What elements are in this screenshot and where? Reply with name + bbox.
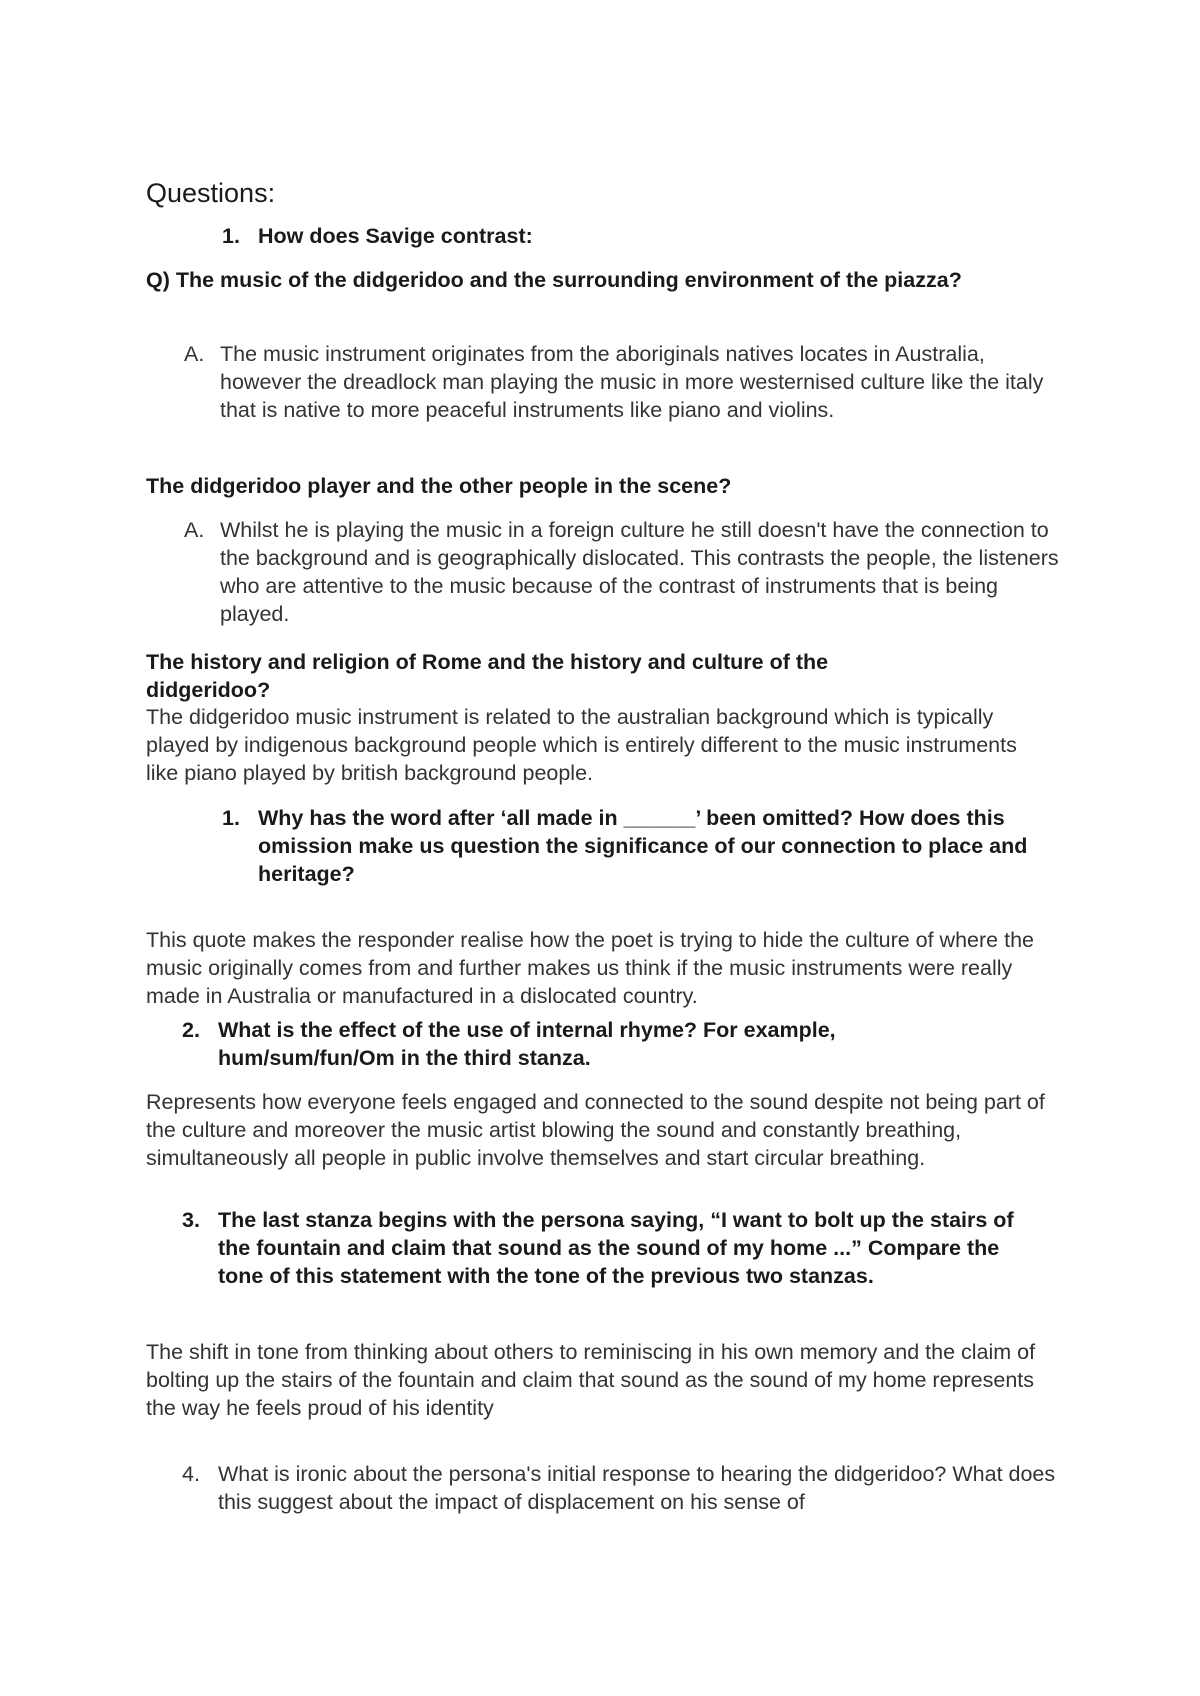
- list-number: 4.: [182, 1462, 200, 1486]
- sub-question-1: Q) The music of the didgeridoo and the surrounding environment of the piazza?: [146, 268, 962, 292]
- answer-letter: A.: [184, 342, 205, 366]
- list-number: 3.: [182, 1208, 200, 1232]
- list-number: 2.: [182, 1018, 200, 1042]
- sub-answer-1: [184, 340, 1064, 424]
- list-number: 1.: [222, 806, 240, 830]
- question-text: How does Savige contrast:: [258, 224, 533, 248]
- answer-text: The music instrument originates from the aboriginals natives locates in Australia, however the dreadlock man playing the music in more westernised culture like the italy that is native to more peaceful instruments like piano and violins.: [220, 342, 1044, 422]
- page-title: Questions:: [146, 178, 276, 208]
- question-omission: [222, 804, 1072, 888]
- list-number: 1.: [222, 224, 240, 248]
- answer-text: Whilst he is playing the music in a foreign culture he still doesn't have the connection to the background and is geographically dislocated. This contrasts the people, the listeners who are attentive to the music because of the contrast of instruments that is being played.: [220, 518, 1059, 626]
- question-tone: [182, 1206, 1042, 1290]
- sub-question-3: The history and religion of Rome and the history and culture of the didgeridoo?: [146, 650, 829, 702]
- question-internal-rhyme: [182, 1016, 1042, 1072]
- question-text: The last stanza begins with the persona saying, “I want to bolt up the stairs of the fountain and claim that sound as the sound of my home ...” Compare the tone of this statement with the tone of the previous two stanzas.: [218, 1208, 1014, 1288]
- question-text: What is ironic about the persona's initial response to hearing the didgeridoo? What does this suggest about the impact of displacement on his sense of: [218, 1462, 1056, 1514]
- answer-internal-rhyme: Represents how everyone feels engaged and connected to the sound despite not being part of the culture and moreover the music artist blowing the sound and constantly breathing, simultaneously all people in public involve themselves and start circular breathing.: [146, 1090, 1045, 1170]
- question-text: Why has the word after ‘all made in ______’ been omitted? How does this omission make us question the significance of our connection to place and heritage?: [258, 806, 1028, 886]
- answer-letter: A.: [184, 518, 205, 542]
- question-irony: [182, 1460, 1062, 1516]
- answer-tone: The shift in tone from thinking about others to reminiscing in his own memory and the claim of bolting up the stairs of the fountain and claim that sound as the sound of my home represents the way he feels proud of his identity: [146, 1340, 1036, 1420]
- sub-question-2: The didgeridoo player and the other people in the scene?: [146, 474, 732, 498]
- sub-answer-2: [184, 516, 1064, 628]
- answer-omission: This quote makes the responder realise how the poet is trying to hide the culture of where the music originally comes from and further makes us think if the music instruments were really made in Australia or manufactured in a dislocated country.: [146, 928, 1034, 1008]
- sub-answer-3: The didgeridoo music instrument is related to the australian background which is typically played by indigenous background people which is entirely different to the music instruments like piano played by british background people.: [146, 705, 1017, 785]
- question-1-title: [222, 222, 922, 250]
- question-text: What is the effect of the use of internal rhyme? For example, hum/sum/fun/Om in the third stanza.: [218, 1018, 836, 1070]
